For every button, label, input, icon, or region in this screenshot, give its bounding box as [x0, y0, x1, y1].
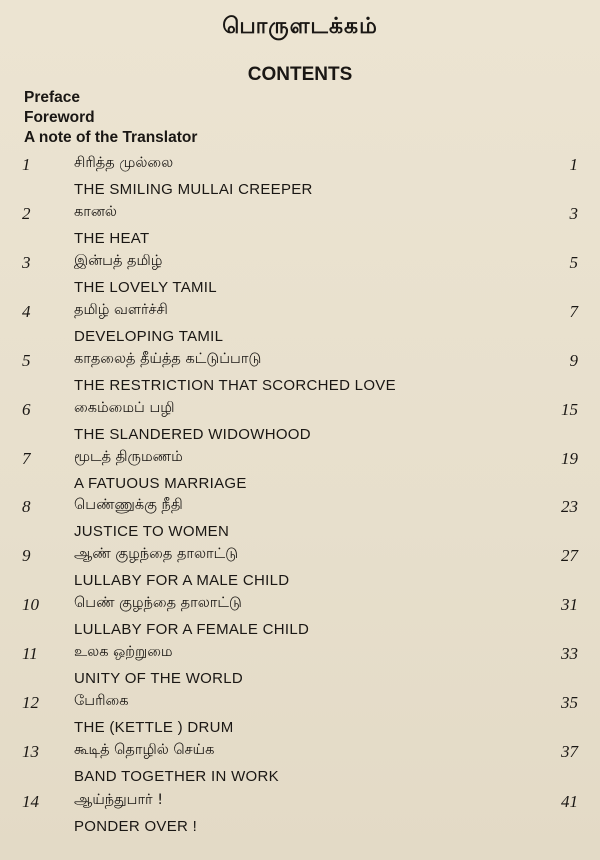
entry-tamil-title: பெண் குழந்தை தாலாட்டு	[74, 595, 242, 611]
toc-entry	[0, 155, 600, 205]
entry-tamil-title: மூடத் திருமணம்	[74, 449, 183, 465]
entry-number: 8	[22, 497, 31, 516]
entry-number: 10	[22, 595, 39, 614]
entry-english-title: THE RESTRICTION THAT SCORCHED LOVE	[74, 377, 396, 394]
toc-entry	[0, 253, 600, 303]
entry-english-title: LULLABY FOR A FEMALE CHILD	[74, 621, 310, 638]
entry-page: 27	[561, 546, 578, 565]
entry-page: 9	[569, 351, 578, 370]
entry-page: 19	[561, 449, 578, 468]
entry-number: 1	[22, 155, 31, 174]
entry-number: 4	[22, 302, 31, 321]
tamil-heading: பொருளடக்கம்	[222, 14, 378, 39]
entry-english-title: THE HEAT	[74, 230, 150, 247]
entry-page: 1	[569, 155, 578, 174]
entry-tamil-title: கைம்மைப் பழி	[74, 400, 175, 416]
entry-page: 5	[569, 253, 578, 272]
toc-entry	[0, 595, 600, 645]
entry-english-title: BAND TOGETHER IN WORK	[74, 768, 279, 785]
entry-english-title: THE LOVELY TAMIL	[74, 279, 217, 296]
toc-entry	[0, 351, 600, 401]
entry-number: 6	[22, 400, 31, 419]
toc-entry	[0, 302, 600, 352]
entry-english-title: THE SMILING MULLAI CREEPER	[74, 181, 313, 198]
entry-page: 3	[569, 204, 578, 223]
front-matter-preface: Preface	[24, 89, 81, 106]
entry-tamil-title: தமிழ் வளர்ச்சி	[74, 302, 168, 318]
entry-english-title: THE (KETTLE ) DRUM	[74, 719, 234, 736]
entry-page: 31	[561, 595, 578, 614]
front-matter-foreword: Foreword	[24, 109, 95, 126]
entry-page: 35	[561, 693, 578, 712]
toc-entry	[0, 400, 600, 450]
entry-tamil-title: பேரிகை	[74, 693, 129, 709]
entry-page: 7	[569, 302, 578, 321]
entry-tamil-title: இன்பத் தமிழ்	[74, 253, 163, 269]
toc-entry	[0, 644, 600, 694]
entry-tamil-title: கூடித் தொழில் செய்க	[74, 742, 215, 758]
entry-english-title: UNITY OF THE WORLD	[74, 670, 244, 687]
entry-tamil-title: கானல்	[74, 204, 117, 220]
entry-tamil-title: ஆண் குழந்தை தாலாட்டு	[74, 546, 239, 562]
entry-english-title: PONDER OVER !	[74, 818, 198, 835]
entry-page: 37	[561, 742, 578, 761]
entry-number: 5	[22, 351, 31, 370]
entry-number: 11	[22, 644, 38, 663]
toc-entry	[0, 449, 600, 499]
entry-number: 13	[22, 742, 39, 761]
toc-entry	[0, 742, 600, 792]
entry-number: 14	[22, 792, 39, 811]
entry-tamil-title: பெண்ணுக்கு நீதி	[74, 497, 183, 513]
entry-english-title: LULLABY FOR A MALE CHILD	[74, 572, 290, 589]
entry-number: 12	[22, 693, 39, 712]
entry-english-title: JUSTICE TO WOMEN	[74, 523, 230, 540]
entry-tamil-title: சிரித்த முல்லை	[74, 155, 174, 171]
entry-number: 3	[22, 253, 31, 272]
entry-tamil-title: ஆய்ந்துபார் !	[74, 792, 164, 808]
entry-english-title: DEVELOPING TAMIL	[74, 328, 224, 345]
toc-entry	[0, 497, 600, 547]
entry-english-title: A FATUOUS MARRIAGE	[74, 475, 247, 492]
contents-heading: CONTENTS	[247, 64, 353, 85]
entry-english-title: THE SLANDERED WIDOWHOOD	[74, 426, 311, 443]
entry-tamil-title: காதலைத் தீய்த்த கட்டுப்பாடு	[74, 351, 262, 367]
entry-number: 9	[22, 546, 31, 565]
entry-number: 7	[22, 449, 31, 468]
toc-entry	[0, 693, 600, 743]
entry-page: 41	[561, 792, 578, 811]
front-matter-translator-note: A note of the Translator	[24, 129, 198, 146]
entry-page: 23	[561, 497, 578, 516]
toc-entry	[0, 204, 600, 254]
entry-page: 15	[561, 400, 578, 419]
entry-number: 2	[22, 204, 31, 223]
entry-page: 33	[561, 644, 578, 663]
toc-entry	[0, 546, 600, 596]
toc-entry	[0, 792, 600, 842]
entry-tamil-title: உலக ஒற்றுமை	[74, 644, 173, 660]
